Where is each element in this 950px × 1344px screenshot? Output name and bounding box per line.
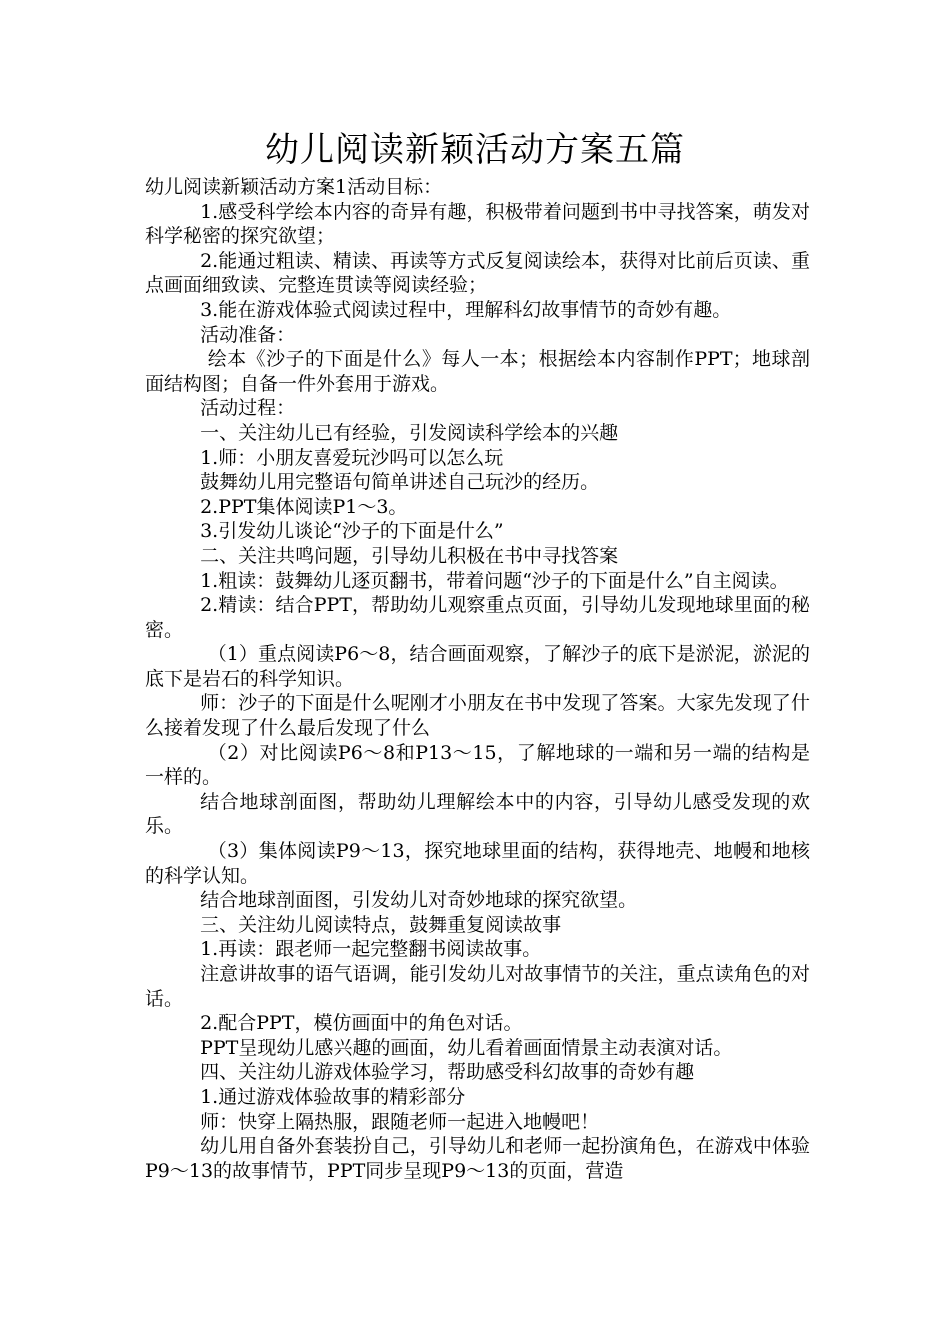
paragraph: 幼儿阅读新颖活动方案1活动目标： bbox=[145, 176, 443, 198]
paragraph: 一、关注幼儿已有经验，引发阅读科学绘本的兴趣 bbox=[200, 421, 619, 444]
paragraph: 2.精读：结合PPT，帮助幼儿观察重点页面，引导幼儿发现地球里面的秘密。 bbox=[145, 594, 810, 641]
paragraph: 注意讲故事的语气语调，能引发幼儿对故事情节的关注，重点读角色的对话。 bbox=[145, 963, 810, 1010]
paragraph: 2.能通过粗读、精读、再读等方式反复阅读绘本，获得对比前后页读、重点画面细致读、完整连贯读等阅读经验； bbox=[145, 249, 810, 297]
paragraph: 1.通过游戏体验故事的精彩部分 bbox=[200, 1085, 466, 1108]
paragraph: 2.PPT集体阅读P1～3。 bbox=[200, 495, 408, 518]
paragraph: 结合地球剖面图，帮助幼儿理解绘本中的内容，引导幼儿感受发现的欢乐。 bbox=[145, 790, 810, 838]
paragraph: 幼儿用自备外套装扮自己，引导幼儿和老师一起扮演角色，在游戏中体验P9～13的故事情节，PPT同步呈现P9～13的页面，营造 bbox=[145, 1135, 810, 1182]
paragraph: 鼓舞幼儿用完整语句简单讲述自己玩沙的经历。 bbox=[200, 471, 600, 494]
paragraph: （1）重点阅读P6～8，结合画面观察，了解沙子的底下是淤泥，淤泥的底下是岩石的科学知识。 bbox=[145, 643, 810, 690]
paragraph: 1.感受科学绘本内容的奇异有趣，积极带着问题到书中寻找答案，萌发对科学秘密的探究欲望； bbox=[145, 200, 810, 248]
document-title: 幼儿阅读新颖活动方案五篇 bbox=[265, 130, 685, 170]
paragraph: 结合地球剖面图，引发幼儿对奇妙地球的探究欲望。 bbox=[200, 889, 638, 912]
paragraph: 活动准备： bbox=[200, 323, 296, 346]
paragraph: 师：快穿上隔热服，跟随老师一起进入地幔吧！ bbox=[200, 1110, 600, 1133]
paragraph: 2.配合PPT，模仿画面中的角色对话。 bbox=[200, 1012, 523, 1035]
paragraph: 三、关注幼儿阅读特点，鼓舞重复阅读故事 bbox=[200, 913, 562, 936]
paragraph: 1.粗读：鼓舞幼儿逐页翻书，带着问题“沙子的下面是什么”自主阅读。 bbox=[200, 569, 789, 592]
paragraph: 师：沙子的下面是什么呢刚才小朋友在书中发现了答案。大家先发现了什么接着发现了什么最后发现了什么 bbox=[145, 692, 810, 740]
paragraph: 绘本《沙子的下面是什么》每人一本；根据绘本内容制作PPT；地球剖面结构图；自备一件外套用于游戏。 bbox=[145, 348, 810, 395]
paragraph: （3）集体阅读P9～13，探究地球里面的结构，获得地壳、地幔和地核的科学认知。 bbox=[145, 840, 810, 887]
paragraph: 活动过程： bbox=[200, 397, 296, 420]
paragraph: 四、关注幼儿游戏体验学习，帮助感受科幻故事的奇妙有趣 bbox=[200, 1061, 695, 1084]
paragraph: 3.能在游戏体验式阅读过程中，理解科幻故事情节的奇妙有趣。 bbox=[200, 298, 732, 321]
paragraph: 1.师：小朋友喜爱玩沙吗可以怎么玩 bbox=[200, 446, 504, 469]
document-body bbox=[145, 175, 810, 1183]
paragraph: 1.再读：跟老师一起完整翻书阅读故事。 bbox=[200, 938, 542, 961]
paragraph: 二、关注共鸣问题，引导幼儿积极在书中寻找答案 bbox=[200, 544, 619, 567]
paragraph: 3.引发幼儿谈论“沙子的下面是什么” bbox=[200, 520, 504, 543]
paragraph: （2）对比阅读P6～8和P13～15，了解地球的一端和另一端的结构是一样的。 bbox=[145, 741, 810, 789]
paragraph: PPT呈现幼儿感兴趣的画面，幼儿看着画面情景主动表演对话。 bbox=[200, 1036, 733, 1059]
